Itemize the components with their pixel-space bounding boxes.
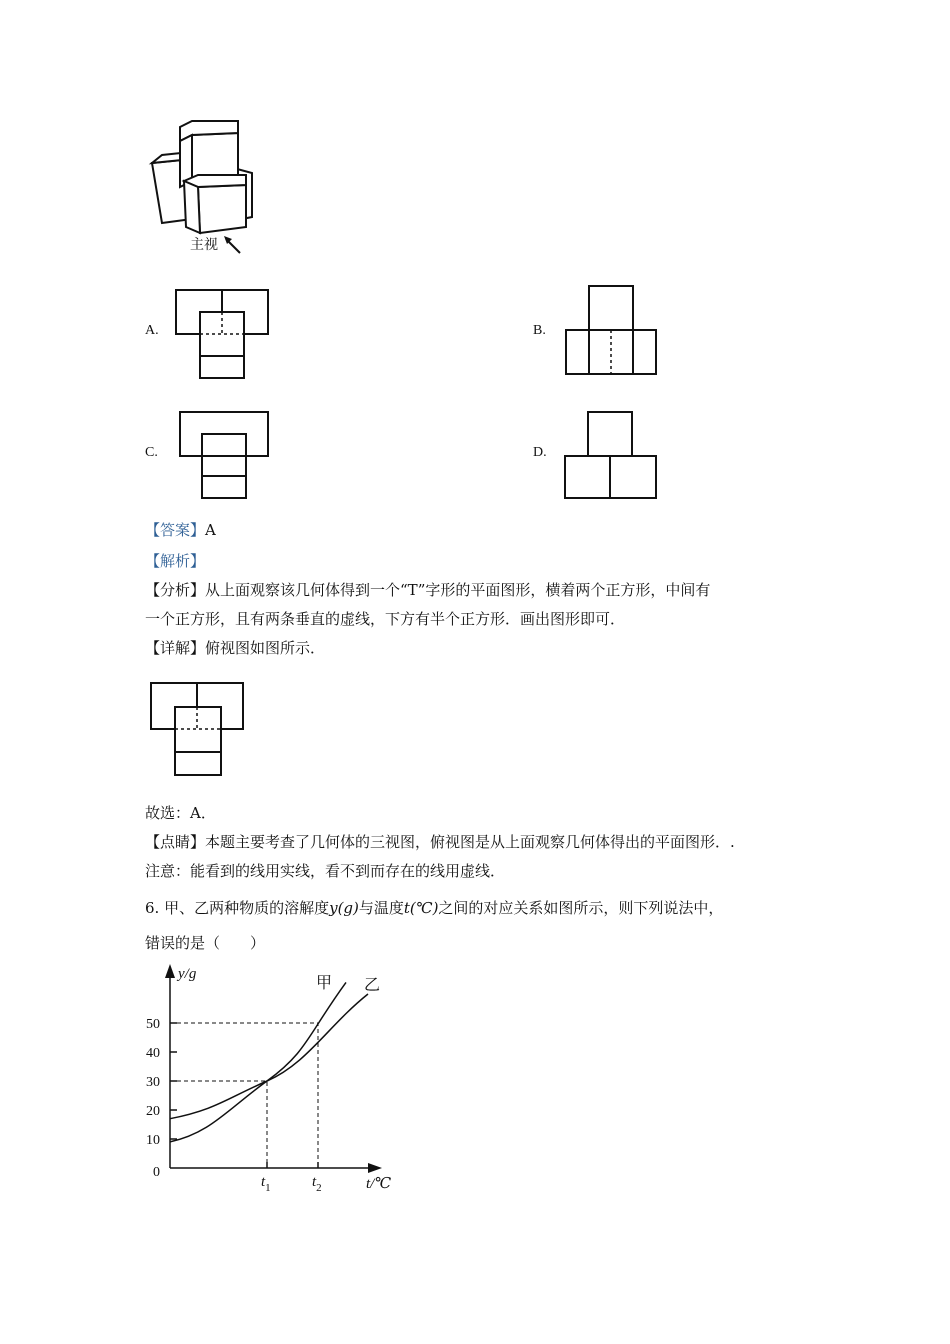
- y-tick-label: 50: [146, 1017, 160, 1032]
- option-a-label[interactable]: A.: [145, 323, 159, 338]
- q6-number: 6.: [145, 899, 160, 917]
- answer-line: [145, 519, 216, 540]
- q6-line2: 错误的是（ ）: [145, 934, 266, 952]
- xiangjie-text: 俯视图如图所示．: [205, 639, 326, 657]
- option-b-figure: [564, 284, 660, 378]
- guxuan-text: 故选：A．: [145, 804, 216, 822]
- series-yi-label: 乙: [364, 977, 381, 994]
- fenxi-line-2: [145, 608, 625, 629]
- y-tick-label: 30: [146, 1075, 160, 1090]
- note-text: 注意：能看到的线用实线，看不到而存在的线用虚线．: [145, 862, 506, 880]
- x-tick-label: $t_1$: [261, 1174, 271, 1194]
- fenxi-tag: 【分析】: [145, 581, 206, 599]
- ref-line-30: [170, 1081, 267, 1168]
- q6-y-symbol: y(g): [329, 899, 359, 917]
- xiangjie-tag: 【详解】: [145, 639, 206, 657]
- question6-line-2: [145, 932, 265, 953]
- y-tick-label: 40: [146, 1046, 160, 1061]
- y-axis-arrow: [165, 964, 175, 978]
- cube-stack-figure: [140, 115, 265, 260]
- q6-part3: 之间的对应关系如图所示，则下列说法中，: [438, 899, 724, 917]
- series-jia-label: 甲: [316, 975, 333, 992]
- option-c-label[interactable]: C.: [145, 445, 158, 460]
- x-tick-label: $t_2$: [312, 1174, 322, 1194]
- answer-value: A: [205, 521, 216, 539]
- question6-line-1: [145, 897, 723, 918]
- option-a-figure: [174, 288, 272, 382]
- dianjing-line: [145, 831, 735, 852]
- dianjing-text: 本题主要考查了几何体的三视图，俯视图是从上面观察几何体得出的平面图形．.: [205, 833, 735, 851]
- series-yi-line: [170, 994, 368, 1119]
- y-tick-label: 20: [146, 1104, 160, 1119]
- analysis-tag: 【解析】: [145, 552, 206, 570]
- series-jia-line: [170, 982, 346, 1142]
- fenxi-line-1: [145, 579, 710, 600]
- guxuan-line: [145, 802, 216, 823]
- xiangjie-line: [145, 637, 325, 658]
- q6-t-symbol: t(℃): [403, 899, 439, 917]
- option-c-figure: [178, 410, 272, 502]
- answer-tag: 【答案】: [145, 521, 206, 539]
- analysis-line: [145, 550, 205, 571]
- fenxi-text-2: 一个正方形，且有两条垂直的虚线，下方有半个正方形．画出图形即可．: [145, 610, 626, 628]
- option-d-label[interactable]: D.: [533, 445, 547, 460]
- y-tick-label: 0: [153, 1165, 160, 1180]
- y-tick-label: 10: [146, 1133, 160, 1148]
- q6-part1: 甲、乙两种物质的溶解度: [164, 899, 330, 917]
- option-b-label[interactable]: B.: [533, 323, 546, 338]
- y-axis-label: y/g: [178, 966, 197, 982]
- dianjing-tag: 【点睛】: [145, 833, 206, 851]
- x-axis-arrow: [368, 1163, 382, 1173]
- q6-part2: 与温度: [358, 899, 404, 917]
- solubility-chart: [140, 960, 410, 1200]
- fenxi-text-1: 从上面观察该几何体得到一个“T”字形的平面图形，横着两个正方形，中间有: [205, 581, 711, 599]
- note-line: [145, 860, 505, 881]
- x-axis-label: t/℃: [366, 1176, 392, 1192]
- ref-line-50: [170, 1023, 318, 1168]
- solution-top-view-figure: [148, 680, 248, 780]
- view-label: 主视: [190, 238, 218, 253]
- option-d-figure: [563, 410, 661, 502]
